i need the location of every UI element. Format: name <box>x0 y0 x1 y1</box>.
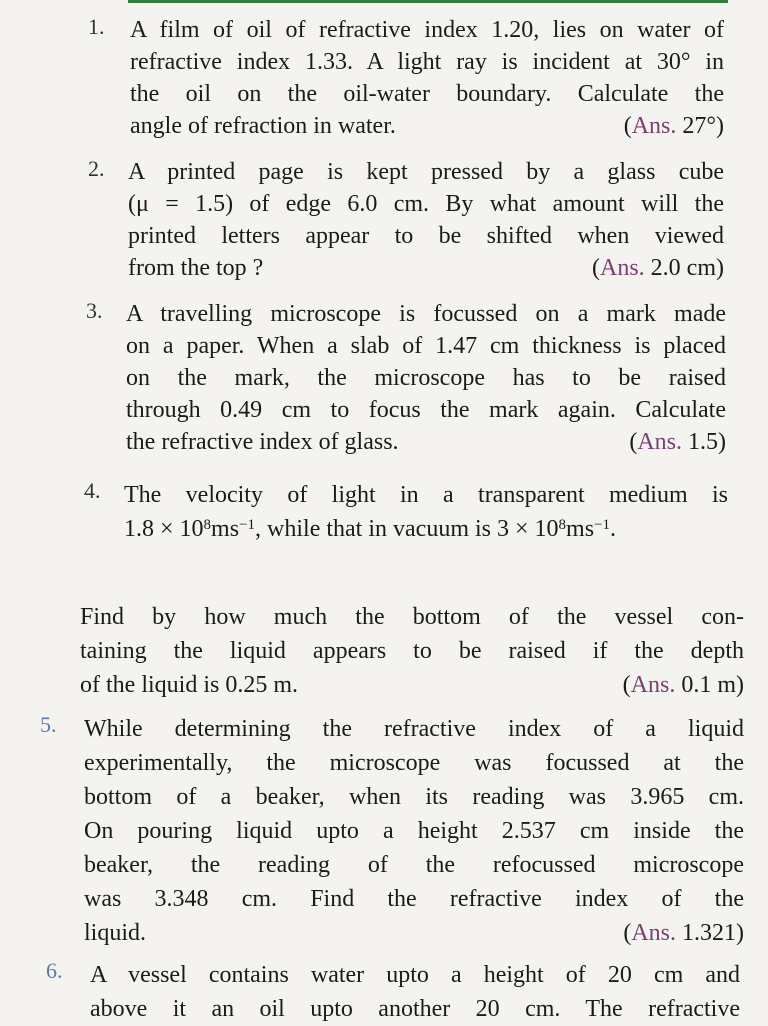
answer: (Ans. 2.0 cm) <box>592 255 724 281</box>
answer-label: Ans. <box>630 672 676 698</box>
answer-value: 0.1 m <box>681 672 736 698</box>
answer: (Ans. 1.321) <box>623 920 744 946</box>
answer-value: 2.0 cm <box>650 255 716 281</box>
text-line: was 3.348 cm. Find the refractive index of the <box>84 886 744 912</box>
problem-number: 4. <box>84 478 101 503</box>
text-line: A film of oil of refractive index 1.20, lies on water of <box>130 17 724 43</box>
problem-number: 1. <box>88 14 105 39</box>
answer-row <box>80 668 744 702</box>
problem-text <box>84 712 744 950</box>
answer-label: Ans. <box>600 255 645 281</box>
answer-row <box>126 426 726 458</box>
problem-text <box>126 298 726 458</box>
text-line: of the liquid is 0.25 m. <box>80 672 298 698</box>
text-line: A vessel contains water upto a height of 20 cm and <box>90 962 740 988</box>
answer: (Ans. 0.1 m) <box>622 672 744 698</box>
problem-text <box>130 14 724 142</box>
answer-value: 1.321 <box>682 920 736 946</box>
answer-label: Ans. <box>637 429 682 455</box>
answer-row <box>128 252 724 284</box>
text-line: the oil on the oil-water boundary. Calculate the <box>130 81 724 107</box>
text-line: liquid. <box>84 920 147 946</box>
text-line: A printed page is kept pressed by a glass cube <box>128 159 724 185</box>
answer: (Ans. 27°) <box>623 113 724 139</box>
text-line: $1.8 \times 10^8ms^{-1}$, while that in vacuum is $3 \times 10^8ms^{-1}$. <box>124 516 617 542</box>
text-line: printed letters appear to be shifted when viewed <box>128 223 724 249</box>
top-rule <box>128 0 728 3</box>
text-line: beaker, the reading of the refocussed microscope <box>84 852 744 878</box>
text-line: on the mark, the microscope has to be raised <box>126 365 726 391</box>
text-line: refractive index 1.33. A light ray is incident at 30° in <box>130 49 724 75</box>
problem-number: 6. <box>46 958 63 983</box>
text-line: bottom of a beaker, when its reading was 3.965 cm. <box>84 784 744 810</box>
text-line: experimentally, the microscope was focussed at the <box>84 750 744 776</box>
problem-text <box>124 478 728 546</box>
text-line: the refractive index of glass. <box>126 429 399 455</box>
problem-number: 2. <box>88 156 105 181</box>
answer-value: 1.5 <box>688 429 718 455</box>
text-line: taining the liquid appears to be raised if the depth <box>80 638 744 664</box>
answer: (Ans. 1.5) <box>629 429 726 455</box>
text-line: A travelling microscope is focussed on a mark made <box>126 301 726 327</box>
text-line: on a paper. When a slab of 1.47 cm thickness is placed <box>126 333 726 359</box>
text-line: angle of refraction in water. <box>130 113 396 139</box>
continuation-text <box>80 600 744 702</box>
answer-row <box>84 916 744 950</box>
answer-value: 27° <box>682 113 716 139</box>
text-line: from the top ? <box>128 255 264 281</box>
answer-label: Ans. <box>631 920 676 946</box>
answer-label: Ans. <box>631 113 677 139</box>
answer-row <box>130 110 724 142</box>
text-line: through 0.49 cm to focus the mark again. Calculate <box>126 397 726 423</box>
text-line: above it an oil upto another 20 cm. The refractive <box>90 996 740 1022</box>
text-line: On pouring liquid upto a height 2.537 cm inside the <box>84 818 744 844</box>
problem-text <box>128 156 724 284</box>
text-line: While determining the refractive index of a liquid <box>84 716 744 742</box>
text-line: The velocity of light in a transparent medium is <box>124 482 728 508</box>
problem-number: 5. <box>40 712 57 737</box>
problem-number: 3. <box>86 298 103 323</box>
text-line: (μ = 1.5) of edge 6.0 cm. By what amount will the <box>128 191 724 217</box>
text-line: Find by how much the bottom of the vessel con- <box>80 604 744 630</box>
problem-text <box>90 958 740 1026</box>
